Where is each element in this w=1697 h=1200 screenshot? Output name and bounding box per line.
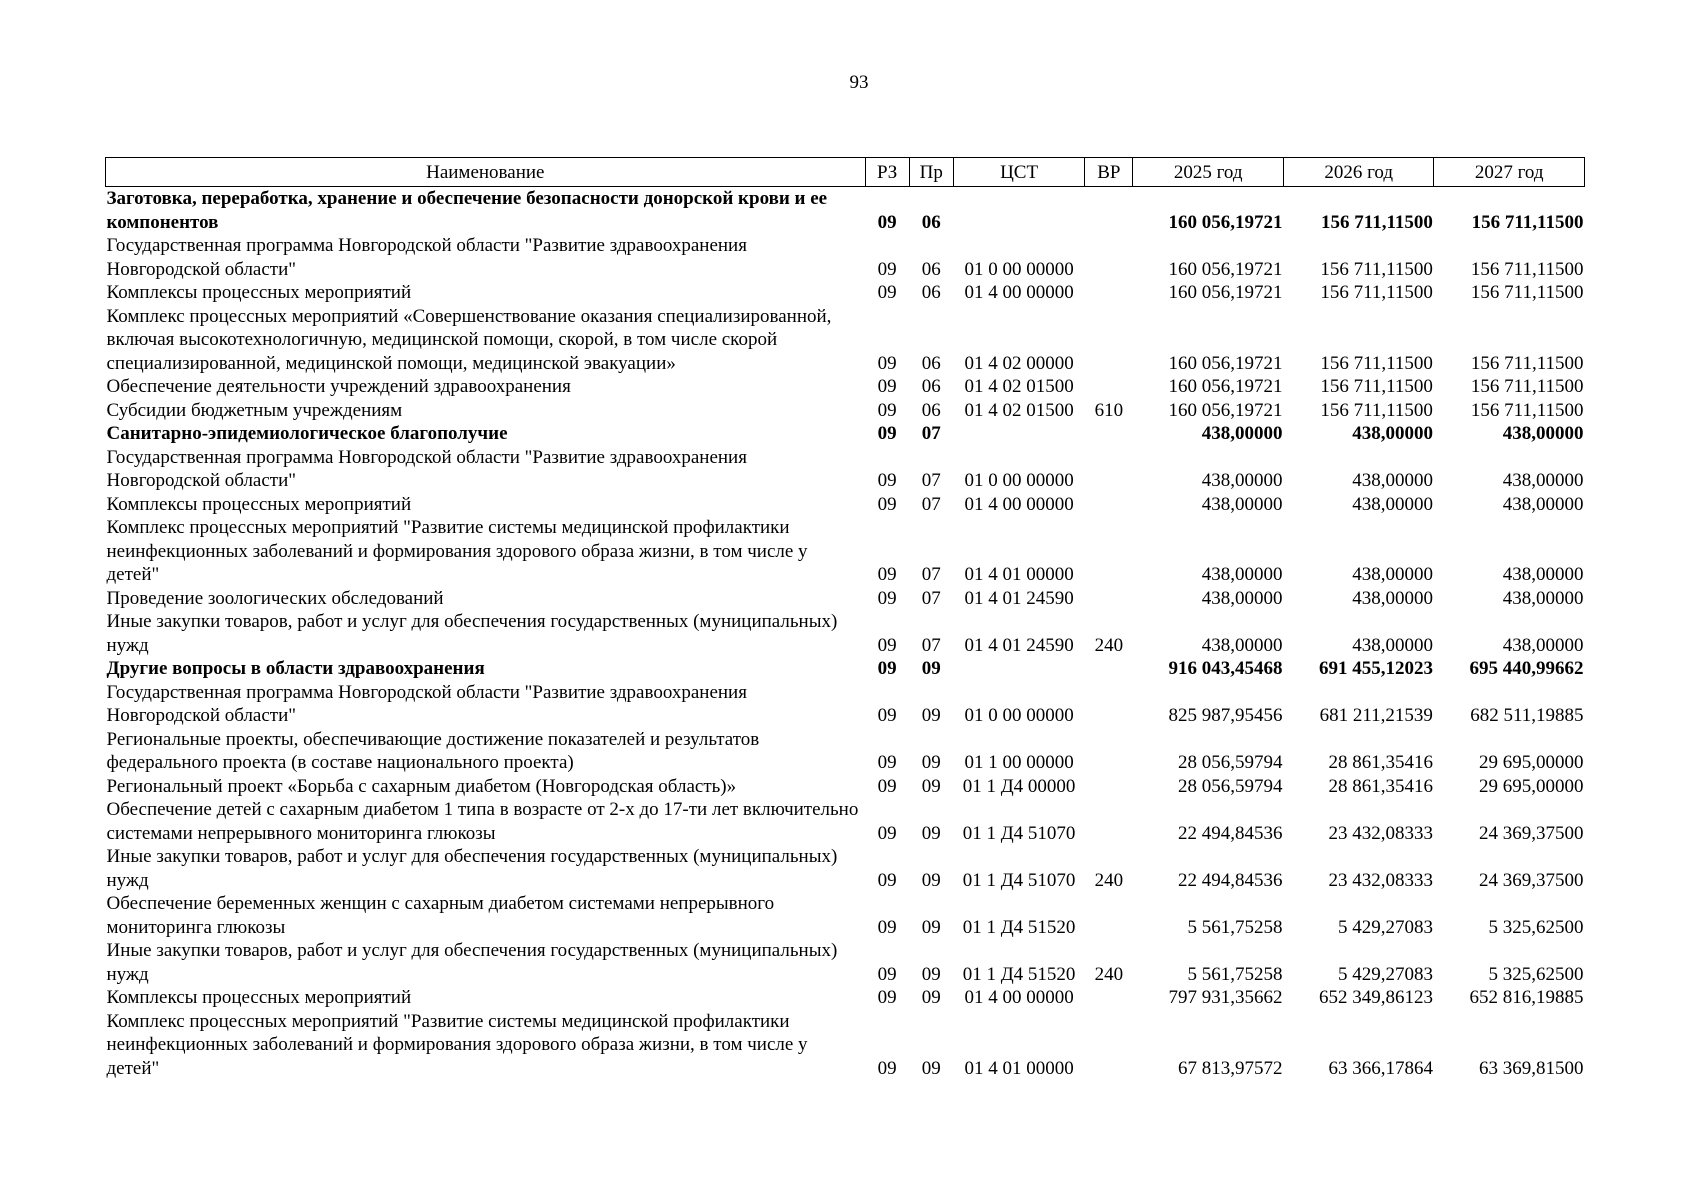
row-2025: 797 931,35662 <box>1168 987 1283 1008</box>
row-2026: 438,00000 <box>1352 587 1433 609</box>
row-rz: 09 <box>877 423 897 444</box>
row-pr: 07 <box>921 423 941 444</box>
row-pr: 06 <box>921 258 941 280</box>
row-cst: 01 4 00 00000 <box>964 493 1074 515</box>
row-rz: 09 <box>877 282 897 303</box>
table-row <box>106 305 1585 376</box>
row-2026: 28 861,35416 <box>1328 775 1433 797</box>
table-row <box>106 939 1585 986</box>
row-cst: 01 4 01 00000 <box>964 1057 1074 1079</box>
row-2027: 438,00000 <box>1502 587 1584 609</box>
row-2027: 652 816,19885 <box>1469 987 1584 1008</box>
row-vr <box>1085 422 1133 446</box>
row-name: Государственная программа Новгородской области "Развитие здравоохранения Новгородской области" <box>106 235 747 280</box>
row-2026: 438,00000 <box>1352 564 1433 585</box>
row-2026: 156 711,11500 <box>1320 399 1433 421</box>
row-name: Региональные проекты, обеспечивающие достижение показателей и результатов федерального проекта (в составе национального проекта) <box>106 728 760 773</box>
row-pr: 06 <box>921 282 941 303</box>
row-pr: 06 <box>921 376 941 397</box>
row-2025: 916 043,45468 <box>1168 658 1283 679</box>
row-name: Региональный проект «Борьба с сахарным диабетом (Новгородская область)» <box>106 775 737 797</box>
row-vr <box>1085 516 1133 587</box>
table-row <box>106 845 1585 892</box>
row-cst: 01 4 02 01500 <box>964 399 1074 421</box>
row-pr: 09 <box>921 1057 941 1079</box>
row-name: Другие вопросы в области здравоохранения <box>106 658 485 679</box>
row-vr <box>1085 892 1133 939</box>
row-2025: 438,00000 <box>1201 493 1283 515</box>
row-2027: 5 325,62500 <box>1488 963 1584 985</box>
header-2026: 2026 год <box>1283 158 1434 187</box>
row-2027: 29 695,00000 <box>1479 752 1584 773</box>
row-rz: 09 <box>877 376 897 397</box>
row-pr: 06 <box>921 399 941 421</box>
row-cst: 01 4 00 00000 <box>964 282 1074 303</box>
row-rz: 09 <box>877 1057 897 1079</box>
row-vr: 610 <box>1094 399 1124 421</box>
row-2027: 156 711,11500 <box>1470 258 1584 280</box>
row-pr: 07 <box>921 564 941 585</box>
row-vr <box>1085 775 1133 799</box>
table-row <box>106 281 1585 305</box>
row-vr <box>1085 493 1133 517</box>
table-row <box>106 986 1585 1010</box>
row-2026: 156 711,11500 <box>1320 376 1433 397</box>
row-rz: 09 <box>877 916 897 938</box>
row-2026: 156 711,11500 <box>1320 258 1433 280</box>
row-vr <box>1085 281 1133 305</box>
page-number: 93 <box>849 72 869 93</box>
row-cst: 01 4 00 00000 <box>964 987 1074 1008</box>
row-cst <box>953 187 1084 235</box>
row-2025: 28 056,59794 <box>1177 775 1283 797</box>
row-2025: 22 494,84536 <box>1177 869 1283 891</box>
row-pr: 09 <box>921 658 941 679</box>
row-pr: 07 <box>921 470 941 491</box>
table-row <box>106 234 1585 281</box>
row-name: Комплексы процессных мероприятий <box>106 282 412 303</box>
row-pr: 09 <box>921 752 941 773</box>
row-cst: 01 4 01 24590 <box>964 587 1074 609</box>
row-2027: 156 711,11500 <box>1470 282 1584 303</box>
row-vr: 240 <box>1094 869 1124 891</box>
row-rz: 09 <box>877 705 897 726</box>
row-cst: 01 1 00 00000 <box>964 752 1074 773</box>
table-row <box>106 1010 1585 1081</box>
row-rz: 09 <box>877 564 897 585</box>
row-2026: 63 366,17864 <box>1328 1057 1433 1079</box>
row-vr <box>1085 446 1133 493</box>
row-vr <box>1085 681 1133 728</box>
row-vr <box>1085 798 1133 845</box>
row-rz: 09 <box>877 869 897 891</box>
row-name: Комплексы процессных мероприятий <box>106 493 412 515</box>
table-row <box>106 516 1585 587</box>
row-name: Обеспечение детей с сахарным диабетом 1 типа в возрасте от 2-х до 17-ти лет включительно системами непрерывного мониторинга глюкозы <box>106 799 859 844</box>
row-cst <box>953 422 1084 446</box>
row-pr: 09 <box>921 869 941 891</box>
row-name: Комплекс процессных мероприятий "Развитие системы медицинской профилактики неинфекционных заболеваний и формирования здорового образа жизни, в том числе у детей" <box>106 1010 808 1079</box>
row-2027: 438,00000 <box>1502 470 1584 491</box>
table-row <box>106 798 1585 845</box>
row-rz: 09 <box>877 963 897 985</box>
row-vr <box>1085 728 1133 775</box>
row-2025: 438,00000 <box>1201 470 1283 491</box>
row-2025: 5 561,75258 <box>1187 916 1283 938</box>
table-row <box>106 375 1585 399</box>
header-rz: РЗ <box>865 158 909 187</box>
row-2025: 438,00000 <box>1201 423 1283 444</box>
row-2027: 156 711,11500 <box>1471 211 1584 233</box>
row-name: Комплексы процессных мероприятий <box>106 987 412 1008</box>
table-row <box>106 657 1585 681</box>
header-vr: ВР <box>1085 158 1133 187</box>
row-cst: 01 0 00 00000 <box>964 258 1074 280</box>
row-rz: 09 <box>877 470 897 491</box>
table-row <box>106 446 1585 493</box>
row-cst: 01 1 Д4 51520 <box>962 916 1076 938</box>
row-vr <box>1085 234 1133 281</box>
row-2026: 156 711,11500 <box>1320 282 1433 303</box>
row-2025: 438,00000 <box>1201 587 1283 609</box>
row-name: Субсидии бюджетным учреждениям <box>106 399 403 421</box>
row-name: Государственная программа Новгородской области "Развитие здравоохранения Новгородской области" <box>106 681 747 726</box>
row-2027: 438,00000 <box>1502 493 1584 515</box>
header-cst: ЦСТ <box>953 158 1084 187</box>
row-name: Иные закупки товаров, работ и услуг для обеспечения государственных (муниципальных) нужд <box>106 846 838 891</box>
row-pr: 09 <box>921 963 941 985</box>
row-cst: 01 1 Д4 00000 <box>962 775 1076 797</box>
row-name: Санитарно-эпидемиологическое благополучие <box>106 423 508 444</box>
row-pr: 06 <box>921 352 941 374</box>
row-rz: 09 <box>877 399 897 421</box>
row-rz: 09 <box>877 211 897 233</box>
row-2027: 5 325,62500 <box>1488 916 1584 938</box>
row-cst: 01 4 01 24590 <box>964 634 1074 656</box>
row-2025: 160 056,19721 <box>1168 282 1283 303</box>
row-cst: 01 1 Д4 51070 <box>962 822 1076 844</box>
row-2026: 652 349,86123 <box>1318 987 1433 1008</box>
row-2027: 24 369,37500 <box>1479 822 1584 844</box>
row-rz: 09 <box>877 258 897 280</box>
row-2026: 691 455,12023 <box>1318 658 1433 679</box>
row-2027: 156 711,11500 <box>1470 376 1584 397</box>
row-2025: 160 056,19721 <box>1168 258 1283 280</box>
row-2026: 5 429,27083 <box>1337 916 1433 938</box>
row-rz: 09 <box>877 752 897 773</box>
row-vr <box>1085 986 1133 1010</box>
row-name: Комплекс процессных мероприятий "Развитие системы медицинской профилактики неинфекционных заболеваний и формирования здорового образа жизни, в том числе у детей" <box>106 517 808 585</box>
row-cst: 01 1 Д4 51070 <box>962 869 1076 891</box>
row-cst <box>953 657 1084 681</box>
row-name: Иные закупки товаров, работ и услуг для обеспечения государственных (муниципальных) нужд <box>106 611 838 656</box>
row-2025: 825 987,95456 <box>1168 705 1283 726</box>
row-pr: 06 <box>921 211 941 233</box>
table-row <box>106 681 1585 728</box>
row-2025: 22 494,84536 <box>1177 822 1283 844</box>
row-2025: 67 813,97572 <box>1177 1057 1283 1079</box>
header-2027: 2027 год <box>1434 158 1585 187</box>
row-2027: 63 369,81500 <box>1479 1057 1584 1079</box>
row-pr: 09 <box>921 987 941 1008</box>
row-vr: 240 <box>1094 963 1124 985</box>
table-row <box>106 728 1585 775</box>
table-row <box>106 493 1585 517</box>
row-name: Обеспечение беременных женщин с сахарным диабетом системами непрерывного мониторинга глюкозы <box>106 893 775 938</box>
row-vr <box>1085 305 1133 376</box>
header-2025: 2025 год <box>1133 158 1284 187</box>
row-name: Заготовка, переработка, хранение и обеспечение безопасности донорской крови и ее компонентов <box>106 188 828 233</box>
row-vr <box>1085 657 1133 681</box>
row-rz: 09 <box>877 352 897 374</box>
row-2025: 5 561,75258 <box>1187 963 1283 985</box>
row-name: Комплекс процессных мероприятий «Совершенствование оказания специализированной, включая высокотехнологичную, медицинской помощи, скорой, в том числе скорой специализированной, медицинской помощи, медицинской эвакуации» <box>106 305 832 374</box>
row-2025: 438,00000 <box>1201 634 1283 656</box>
row-vr <box>1085 375 1133 399</box>
budget-table <box>105 157 1585 1080</box>
row-2025: 160 056,19721 <box>1168 211 1283 233</box>
table-row <box>106 610 1585 657</box>
row-2026: 23 432,08333 <box>1328 822 1433 844</box>
table-row <box>106 892 1585 939</box>
row-2025: 160 056,19721 <box>1168 399 1283 421</box>
row-2025: 438,00000 <box>1201 564 1283 585</box>
header-pr: Пр <box>909 158 953 187</box>
table-row <box>106 187 1585 235</box>
row-cst: 01 4 01 00000 <box>964 564 1074 585</box>
row-2027: 695 440,99662 <box>1469 658 1584 679</box>
row-2025: 160 056,19721 <box>1168 352 1283 374</box>
row-2027: 438,00000 <box>1502 564 1584 585</box>
row-vr <box>1085 187 1133 235</box>
row-pr: 07 <box>921 493 941 515</box>
row-name: Иные закупки товаров, работ и услуг для обеспечения государственных (муниципальных) нужд <box>106 940 838 985</box>
row-cst: 01 1 Д4 51520 <box>962 963 1076 985</box>
row-rz: 09 <box>877 775 897 797</box>
row-rz: 09 <box>877 987 897 1008</box>
header-name: Наименование <box>106 158 866 187</box>
row-2026: 438,00000 <box>1352 470 1433 491</box>
row-2026: 156 711,11500 <box>1320 352 1433 374</box>
table-header-row <box>106 158 1585 187</box>
row-2027: 438,00000 <box>1502 634 1584 656</box>
row-name: Проведение зоологических обследований <box>106 587 444 609</box>
row-2025: 28 056,59794 <box>1177 752 1283 773</box>
row-name: Обеспечение деятельности учреждений здравоохранения <box>106 376 571 397</box>
table-row <box>106 422 1585 446</box>
row-2025: 160 056,19721 <box>1168 376 1283 397</box>
row-cst: 01 4 02 01500 <box>964 376 1074 397</box>
row-pr: 07 <box>921 587 941 609</box>
row-pr: 07 <box>921 634 941 656</box>
table-row <box>106 775 1585 799</box>
row-2026: 23 432,08333 <box>1328 869 1433 891</box>
row-vr: 240 <box>1094 634 1124 656</box>
row-2027: 682 511,19885 <box>1470 705 1584 726</box>
row-2026: 438,00000 <box>1352 493 1433 515</box>
table-body <box>106 187 1585 1081</box>
row-2026: 28 861,35416 <box>1328 752 1433 773</box>
row-2026: 438,00000 <box>1352 423 1433 444</box>
row-rz: 09 <box>877 658 897 679</box>
row-name: Государственная программа Новгородской области "Развитие здравоохранения Новгородской области" <box>106 446 747 491</box>
row-2027: 29 695,00000 <box>1479 775 1584 797</box>
row-vr <box>1085 1010 1133 1081</box>
row-pr: 09 <box>921 822 941 844</box>
row-vr <box>1085 587 1133 611</box>
row-pr: 09 <box>921 916 941 938</box>
row-rz: 09 <box>877 587 897 609</box>
row-rz: 09 <box>877 493 897 515</box>
row-rz: 09 <box>877 634 897 656</box>
table-row <box>106 399 1585 423</box>
row-2027: 156 711,11500 <box>1470 399 1584 421</box>
row-2027: 24 369,37500 <box>1479 869 1584 891</box>
row-2026: 681 211,21539 <box>1319 705 1433 726</box>
row-pr: 09 <box>921 775 941 797</box>
row-2026: 438,00000 <box>1352 634 1433 656</box>
row-cst: 01 0 00 00000 <box>964 470 1074 491</box>
row-cst: 01 0 00 00000 <box>964 705 1074 726</box>
table-row <box>106 587 1585 611</box>
row-cst: 01 4 02 00000 <box>964 352 1074 374</box>
row-2027: 438,00000 <box>1502 423 1584 444</box>
row-pr: 09 <box>921 705 941 726</box>
row-2027: 156 711,11500 <box>1470 352 1584 374</box>
row-2026: 156 711,11500 <box>1321 211 1433 233</box>
row-rz: 09 <box>877 822 897 844</box>
row-2026: 5 429,27083 <box>1337 963 1433 985</box>
